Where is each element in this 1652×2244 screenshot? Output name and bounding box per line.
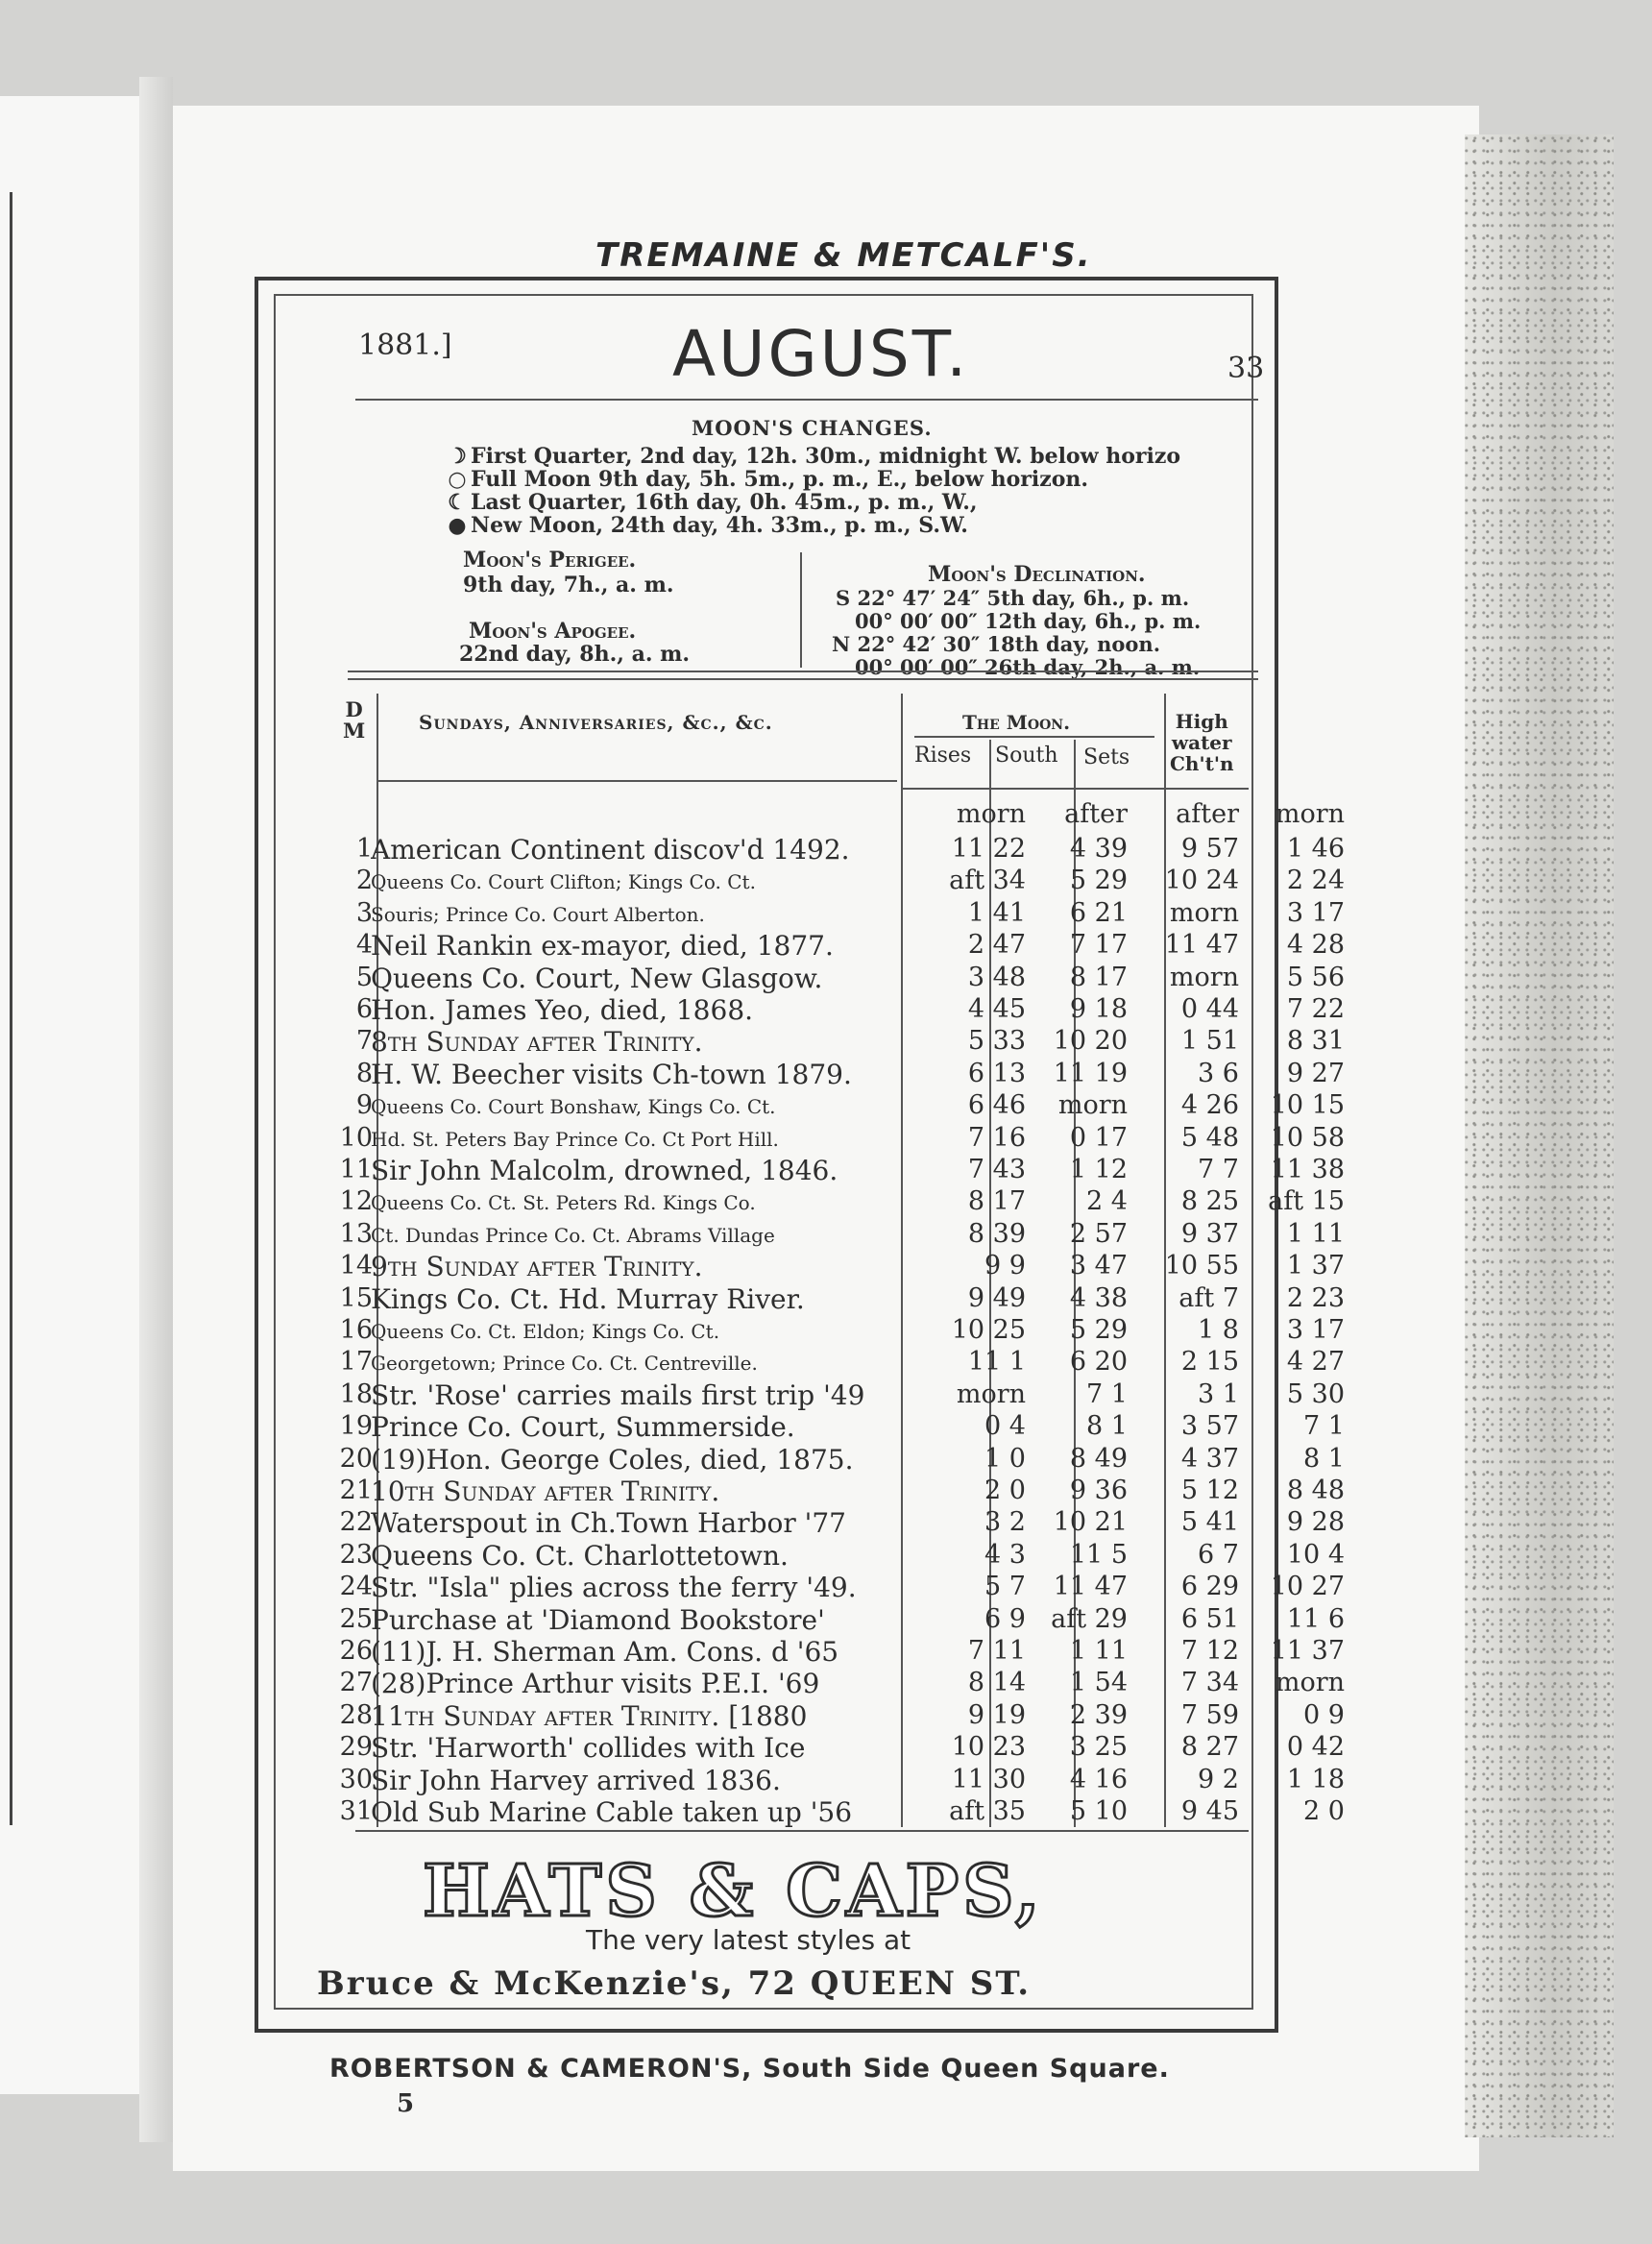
row-event: Georgetown; Prince Co. Ct. Centreville. [371, 1352, 758, 1376]
row-sets: 9 37 [1180, 1218, 1239, 1249]
row-sets: 9 57 [1180, 834, 1239, 864]
row-water: 10 27 [1270, 1572, 1345, 1602]
row-rises: 7 43 [967, 1155, 1026, 1184]
row-sets: 7 7 [1198, 1155, 1239, 1184]
row-day: 11 [339, 1155, 373, 1184]
row-event: Souris; Prince Co. Court Alberton. [371, 902, 705, 926]
row-south: 2 57 [1069, 1218, 1128, 1249]
row-sets: 10 24 [1164, 866, 1239, 896]
row-sets: 5 12 [1180, 1476, 1239, 1505]
water-subheader: morn [1275, 799, 1345, 829]
row-sets: 8 27 [1180, 1732, 1239, 1763]
row-event: Neil Rankin ex-mayor, died, 1877. [371, 930, 834, 963]
advert-headline: HATS & CAPS, [423, 1850, 1044, 1933]
table-row [336, 1122, 1345, 1154]
table-row [336, 1186, 1345, 1217]
row-sets: 11 47 [1164, 930, 1239, 961]
row-south: aft 29 [1051, 1603, 1128, 1634]
row-water: 7 1 [1303, 1411, 1345, 1442]
row-water: 2 23 [1286, 1282, 1345, 1313]
row-day: 15 [339, 1282, 373, 1313]
table-row [336, 1443, 1345, 1476]
row-south: 8 1 [1086, 1411, 1128, 1442]
phase-last-quarter [444, 490, 978, 515]
row-sets: 4 26 [1180, 1090, 1239, 1121]
row-sets: 3 1 [1198, 1378, 1239, 1409]
row-south: 2 4 [1086, 1186, 1128, 1217]
table-top-rule [348, 671, 1258, 672]
table-row [336, 1732, 1345, 1765]
phase-first-quarter [444, 444, 1180, 469]
row-water: 3 17 [1286, 1315, 1345, 1345]
table-row [336, 930, 1345, 963]
table-row [336, 834, 1345, 866]
phase-text: Full Moon 9th day, 5h. 5m., p. m., E., below horizon. [471, 467, 1089, 492]
first-quarter-icon: ☽ [448, 444, 467, 469]
row-rises: 8 17 [967, 1186, 1026, 1217]
row-sets: 0 44 [1180, 994, 1239, 1024]
row-water: 10 15 [1270, 1090, 1345, 1121]
apogee-text: 22nd day, 8h., a. m. [459, 642, 691, 667]
sets-subheader: after [1176, 799, 1239, 829]
row-sets: 8 25 [1180, 1186, 1239, 1217]
moon-header: The Moon. [962, 711, 1071, 734]
row-rises: aft 35 [949, 1796, 1026, 1826]
row-rises: 6 13 [967, 1058, 1026, 1088]
row-sets: 3 57 [1180, 1411, 1239, 1442]
row-south: 8 17 [1069, 962, 1128, 992]
row-south: 11 5 [1069, 1539, 1128, 1570]
row-water: aft 15 [1268, 1186, 1345, 1217]
row-event: Queens Co. Ct. St. Peters Rd. Kings Co. [371, 1191, 756, 1215]
rises-subheader: morn [956, 799, 1026, 829]
row-south: 11 47 [1053, 1572, 1128, 1602]
row-water: 3 17 [1286, 897, 1345, 928]
row-rises: 9 49 [967, 1282, 1026, 1313]
row-event: (28)Prince Arthur visits P.E.I. '69 [371, 1668, 820, 1700]
row-sets: 6 29 [1180, 1572, 1239, 1602]
declination-line: N 22° 42′ 30″ 18th day, noon. [832, 632, 1160, 656]
declination-divider [800, 552, 802, 668]
row-water: 9 28 [1286, 1507, 1345, 1538]
signature-mark: 5 [397, 2089, 415, 2118]
row-south: 11 19 [1053, 1058, 1128, 1088]
row-day: 8 [355, 1058, 373, 1088]
row-south: 10 20 [1053, 1026, 1128, 1057]
row-rises: 6 9 [984, 1603, 1026, 1634]
table-row [336, 1796, 1345, 1828]
row-water: 1 18 [1286, 1764, 1345, 1794]
row-south: morn [1057, 1090, 1128, 1121]
row-day: 14 [339, 1251, 373, 1281]
phase-full-moon [444, 467, 1088, 492]
row-day: 7 [355, 1026, 373, 1057]
row-rises: 11 30 [951, 1764, 1026, 1794]
row-water: 11 6 [1286, 1603, 1345, 1634]
row-day: 17 [339, 1347, 373, 1378]
row-day: 9 [355, 1090, 373, 1121]
row-water: 1 11 [1286, 1218, 1345, 1249]
row-rises: 1 41 [967, 897, 1026, 928]
row-event: Ct. Dundas Prince Co. Ct. Abrams Village [371, 1223, 775, 1247]
row-water: 4 27 [1286, 1347, 1345, 1378]
row-day: 20 [339, 1443, 373, 1474]
table-row [336, 1699, 1345, 1732]
row-rises: 7 16 [967, 1122, 1026, 1153]
row-water: 2 0 [1303, 1796, 1345, 1826]
row-south: 7 17 [1069, 930, 1128, 961]
table-row [336, 1668, 1345, 1700]
row-water: 10 4 [1286, 1539, 1345, 1570]
row-event: Prince Co. Court, Summerside. [371, 1411, 795, 1444]
table-row [336, 1636, 1345, 1668]
row-sets: morn [1169, 897, 1239, 928]
row-south: 5 10 [1069, 1796, 1128, 1826]
table-row [336, 1026, 1345, 1059]
row-rises: 5 33 [967, 1026, 1026, 1057]
row-south: 8 49 [1069, 1443, 1128, 1474]
row-water: 8 1 [1303, 1443, 1345, 1474]
row-sets: 4 37 [1180, 1443, 1239, 1474]
table-row [336, 1315, 1345, 1346]
row-event: Queens Co. Ct. Charlottetown. [371, 1539, 789, 1572]
row-water: morn [1275, 1668, 1345, 1698]
row-event: 9th Sunday after Trinity. [371, 1251, 703, 1283]
header-bottom-rule-2 [903, 788, 1249, 790]
row-rises: 8 14 [967, 1668, 1026, 1698]
row-day: 26 [339, 1636, 373, 1666]
row-water: 1 37 [1286, 1251, 1345, 1281]
row-sets: aft 7 [1178, 1282, 1239, 1313]
table-row [336, 1155, 1345, 1186]
row-day: 23 [339, 1539, 373, 1570]
south-subheader: after [1064, 799, 1128, 829]
row-sets: 9 2 [1198, 1764, 1239, 1794]
row-rises: 9 9 [984, 1251, 1026, 1281]
phase-text: Last Quarter, 16th day, 0h. 45m., p. m., W., [471, 490, 978, 515]
row-event: H. W. Beecher visits Ch-town 1879. [371, 1058, 852, 1090]
row-south: 7 1 [1086, 1378, 1128, 1409]
day-of-month-header [343, 699, 365, 742]
row-south: 5 29 [1069, 1315, 1128, 1345]
table-row [336, 897, 1345, 929]
row-sets: morn [1169, 962, 1239, 992]
table-row [336, 1251, 1345, 1283]
row-south: 3 47 [1069, 1251, 1128, 1281]
perigee-title: Moon's Perigee. [463, 548, 637, 573]
row-rises: 3 48 [967, 962, 1026, 992]
row-day: 4 [355, 930, 373, 961]
row-sets: 5 48 [1180, 1122, 1239, 1153]
header-bottom-rule [378, 780, 897, 782]
table-row [336, 866, 1345, 896]
table-row [336, 1539, 1345, 1572]
row-water: 0 9 [1303, 1699, 1345, 1730]
row-sets: 1 8 [1198, 1315, 1239, 1345]
declination-line: S 22° 47′ 24″ 5th day, 6h., p. m. [836, 586, 1190, 610]
row-sets: 5 41 [1180, 1507, 1239, 1538]
row-sets: 2 15 [1180, 1347, 1239, 1378]
row-day: 16 [339, 1315, 373, 1345]
table-row [336, 1218, 1345, 1250]
table-row [336, 1378, 1345, 1411]
table-row [336, 1058, 1345, 1090]
row-south: 4 38 [1069, 1282, 1128, 1313]
row-south: 4 16 [1069, 1764, 1128, 1794]
row-event: Old Sub Marine Cable taken up '56 [371, 1796, 853, 1828]
row-rises: 0 4 [984, 1411, 1026, 1442]
row-rises: 11 22 [951, 834, 1026, 864]
row-day: 19 [339, 1411, 373, 1442]
table-row [336, 1476, 1345, 1507]
row-rises: 4 3 [984, 1539, 1026, 1570]
high-water-header-line: water [1171, 731, 1232, 754]
table-subheader-row [336, 799, 1345, 830]
row-water: 1 46 [1286, 834, 1345, 864]
table-row [336, 1507, 1345, 1540]
year-label: 1881.] [358, 329, 452, 362]
row-day: 3 [355, 897, 373, 928]
declination-line: 00° 00′ 00″ 26th day, 2h., a. m. [855, 655, 1201, 679]
row-rises: 3 2 [984, 1507, 1026, 1538]
row-rises: morn [956, 1378, 1026, 1409]
row-south: 9 36 [1069, 1476, 1128, 1505]
row-rises: 4 45 [967, 994, 1026, 1024]
row-event: Sir John Malcolm, drowned, 1846. [371, 1155, 838, 1186]
advert-store-line: Bruce & McKenzie's, 72 QUEEN ST. [317, 1964, 1032, 2003]
high-water-header-line: Ch't'n [1170, 752, 1234, 775]
table-row [336, 1347, 1345, 1378]
row-day: 21 [339, 1476, 373, 1505]
row-rises: 5 7 [984, 1572, 1026, 1602]
row-water: 8 48 [1286, 1476, 1345, 1505]
table-row [336, 1090, 1345, 1121]
row-sets: 10 55 [1164, 1251, 1239, 1281]
row-day: 5 [355, 962, 373, 992]
row-day: 18 [339, 1378, 373, 1409]
row-water: 9 27 [1286, 1058, 1345, 1088]
new-moon-icon: ● [448, 513, 467, 538]
row-south: 5 29 [1069, 866, 1128, 896]
row-south: 1 11 [1069, 1636, 1128, 1666]
row-day: 27 [339, 1668, 373, 1698]
row-event: Queens Co. Court Clifton; Kings Co. Ct. [371, 870, 756, 894]
row-event: Queens Co. Court, New Glasgow. [371, 962, 823, 994]
row-sets: 7 34 [1180, 1668, 1239, 1698]
table-row [336, 1603, 1345, 1636]
moons-changes-title: MOON'S CHANGES. [692, 416, 933, 440]
row-south: 1 54 [1069, 1668, 1128, 1698]
row-water: 2 24 [1286, 866, 1345, 896]
row-day: 24 [339, 1572, 373, 1602]
moon-subheader-rule [914, 736, 1154, 738]
page-footer: ROBERTSON & CAMERON'S, South Side Queen Square. [329, 2054, 1170, 2084]
row-event: Waterspout in Ch.Town Harbor '77 [371, 1507, 846, 1540]
apogee-title: Moon's Apogee. [469, 619, 637, 644]
row-sets: 6 51 [1180, 1603, 1239, 1634]
row-event: 10th Sunday after Trinity. [371, 1476, 720, 1507]
row-day: 13 [339, 1218, 373, 1249]
row-sets: 7 59 [1180, 1699, 1239, 1730]
row-sets: 7 12 [1180, 1636, 1239, 1666]
table-row [336, 1411, 1345, 1444]
row-day: 12 [339, 1186, 373, 1217]
row-rises: 10 23 [951, 1732, 1026, 1763]
row-event: (19)Hon. George Coles, died, 1875. [371, 1443, 854, 1476]
row-day: 31 [339, 1796, 373, 1826]
row-event: 8th Sunday after Trinity. [371, 1026, 703, 1059]
table-top-rule-2 [348, 678, 1258, 680]
row-water: 5 56 [1286, 962, 1345, 992]
row-south: 4 39 [1069, 834, 1128, 864]
row-water: 11 37 [1270, 1636, 1345, 1666]
row-event: Hon. James Yeo, died, 1868. [371, 994, 754, 1026]
sets-header: Sets [1083, 745, 1130, 769]
perigee-text: 9th day, 7h., a. m. [463, 573, 674, 598]
row-sets: 1 51 [1180, 1026, 1239, 1057]
row-event: Queens Co. Ct. Eldon; Kings Co. Ct. [371, 1320, 720, 1343]
row-rises: 2 0 [984, 1476, 1026, 1505]
declination-title: Moon's Declination. [928, 562, 1146, 587]
full-moon-icon: ○ [448, 467, 467, 492]
row-rises: 8 39 [967, 1218, 1026, 1249]
row-south: 3 25 [1069, 1732, 1128, 1763]
phase-new-moon [444, 513, 968, 538]
dm-header-m: M [343, 719, 366, 743]
row-event: Str. 'Rose' carries mails first trip '49 [371, 1378, 865, 1411]
row-water: 8 31 [1286, 1026, 1345, 1057]
row-day: 2 [355, 866, 373, 896]
facing-page-border [0, 192, 12, 1825]
table-row [336, 1572, 1345, 1604]
row-day: 10 [339, 1122, 373, 1153]
row-rises: 11 1 [967, 1347, 1026, 1378]
row-event: Queens Co. Court Bonshaw, Kings Co. Ct. [371, 1095, 776, 1119]
row-sets: 9 45 [1180, 1796, 1239, 1826]
row-water: 5 30 [1286, 1378, 1345, 1409]
row-water: 10 58 [1270, 1122, 1345, 1153]
row-event: Str. 'Harworth' collides with Ice [371, 1732, 806, 1765]
row-rises: 2 47 [967, 930, 1026, 961]
table-row [336, 1282, 1345, 1315]
row-sets: 6 7 [1198, 1539, 1239, 1570]
running-head: TREMAINE & METCALF'S. [595, 236, 1092, 275]
row-south: 1 12 [1069, 1155, 1128, 1184]
high-water-header [1170, 711, 1233, 774]
row-rises: 7 11 [967, 1636, 1026, 1666]
row-south: 10 21 [1053, 1507, 1128, 1538]
table-row [336, 1764, 1345, 1796]
page-stack-edge [1465, 134, 1614, 2137]
row-rises: 9 19 [967, 1699, 1026, 1730]
row-south: 6 20 [1069, 1347, 1128, 1378]
row-rises: 10 25 [951, 1315, 1026, 1345]
row-day: 30 [339, 1764, 373, 1794]
row-event: Sir John Harvey arrived 1836. [371, 1764, 781, 1796]
row-water: 7 22 [1286, 994, 1345, 1024]
dm-header-d: D [345, 697, 363, 721]
rises-header: Rises [914, 744, 972, 768]
row-sets: 3 6 [1198, 1058, 1239, 1088]
row-water: 11 38 [1270, 1155, 1345, 1184]
row-water: 0 42 [1286, 1732, 1345, 1763]
declination-line: 00° 00′ 00″ 12th day, 6h., p. m. [855, 609, 1202, 633]
row-south: 0 17 [1069, 1122, 1128, 1153]
phase-text: New Moon, 24th day, 4h. 33m., p. m., S.W. [471, 513, 968, 538]
book-gutter [139, 77, 173, 2142]
row-event: (11)J. H. Sherman Am. Cons. d '65 [371, 1636, 839, 1668]
row-south: 6 21 [1069, 897, 1128, 928]
row-day: 25 [339, 1603, 373, 1634]
table-row [336, 962, 1345, 994]
row-event: 11th Sunday after Trinity. [1880 [371, 1699, 808, 1732]
events-header: Sundays, Anniversaries, &c., &c. [419, 711, 773, 734]
row-day: 28 [339, 1699, 373, 1730]
row-event: Hd. St. Peters Bay Prince Co. Ct Port Hill. [371, 1127, 779, 1151]
row-day: 22 [339, 1507, 373, 1538]
row-day: 6 [355, 994, 373, 1024]
row-water: 4 28 [1286, 930, 1345, 961]
phase-text: First Quarter, 2nd day, 12h. 30m., midnight W. below horizo [471, 444, 1180, 469]
row-event: Kings Co. Ct. Hd. Murray River. [371, 1282, 805, 1315]
row-rises: aft 34 [949, 866, 1026, 896]
month-title: AUGUST. [672, 317, 970, 391]
table-row [336, 994, 1345, 1026]
row-south: 2 39 [1069, 1699, 1128, 1730]
row-event: Str. "Isla" plies across the ferry '49. [371, 1572, 857, 1604]
advert-styles-line: The very latest styles at [586, 1924, 911, 1956]
row-event: Purchase at 'Diamond Bookstore' [371, 1603, 825, 1636]
row-south: 9 18 [1069, 994, 1128, 1024]
south-header: South [995, 744, 1058, 768]
row-rises: 1 0 [984, 1443, 1026, 1474]
row-rises: 6 46 [967, 1090, 1026, 1121]
row-day: 1 [355, 834, 373, 864]
high-water-header-line: High [1175, 710, 1228, 733]
header-rule [355, 399, 1258, 401]
page-number: 33 [1227, 352, 1265, 385]
table-bottom-rule [355, 1830, 1249, 1832]
row-day: 29 [339, 1732, 373, 1763]
last-quarter-icon: ☾ [448, 490, 467, 515]
row-event: American Continent discov'd 1492. [371, 834, 850, 866]
